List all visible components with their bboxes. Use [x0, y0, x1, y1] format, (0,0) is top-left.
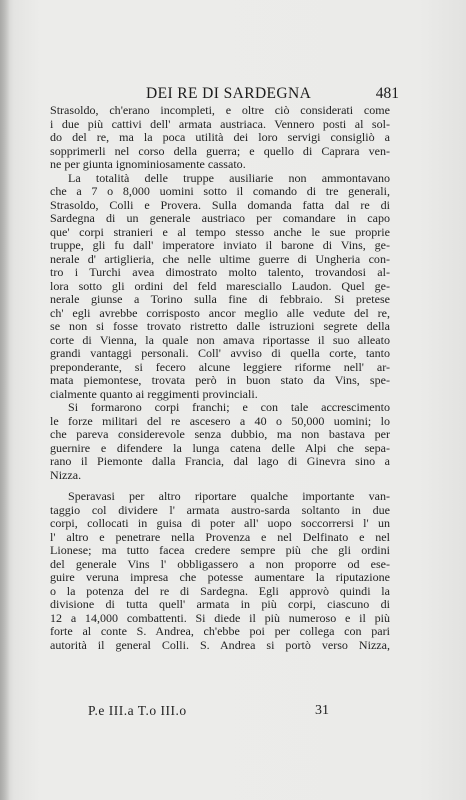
- text-line: nerale d' artiglieria, che nelle ultime guerre di Ungheria con-: [50, 251, 390, 266]
- text-line: divisione di tutta quell' armata in più corpi, ciascuno di: [50, 597, 390, 611]
- paragraph: [50, 401, 390, 482]
- text-line: rano il Piemonte dalla Francia, dal lago di Ginevra sino a: [50, 454, 390, 468]
- text-line: preponderante, si fecero alcune leggiere riforme nell' ar-: [50, 359, 390, 374]
- text-line: sopprimerli nel corso della guerra; e quello di Caprara ven-: [50, 143, 390, 158]
- page-header: [50, 83, 399, 105]
- text-line: Lionese; ma tutto facea credere sempre più che gli ordini: [50, 543, 390, 557]
- printer-signature: P.e III.a T.o III.o: [88, 703, 187, 718]
- text-line: do del re, ma la poca utilità dei loro servigi consigliò a: [50, 130, 390, 144]
- text-line: le forze militari del re ascesero a 40 o 50,000 uomini; lo: [50, 413, 390, 428]
- text-line: corpi, collocati in guisa di poter all' uopo soccorrersi l' un: [50, 516, 390, 530]
- text-line: corte di Vienna, la quale non amava riportasse il suo alleato: [50, 332, 390, 347]
- text-line: che pareva considerevole senza dubbio, ma non bastava per: [50, 427, 390, 441]
- paragraph: [50, 172, 390, 402]
- text-line: ne per giunta ignominiosamente cassato.: [50, 157, 246, 171]
- text-line: o la potenza del re di Sardegna. Egli approvò quindi la: [50, 583, 390, 598]
- text-line: cialmente quanto ai reggimenti provinciali.: [50, 386, 258, 401]
- text-line: i due più cattivi dell' armata austriaca. Vennero posti al sol-: [50, 116, 390, 131]
- text-line: Speravasi per altro riportare qualche importante van-: [68, 489, 390, 503]
- sheet-number: 31: [315, 703, 329, 718]
- page-footer: [50, 703, 395, 723]
- text-line: tro i Turchi avea dimostrato molto talento, trovandosi al-: [50, 265, 390, 279]
- text-line: guire veruna impresa che potesse aumentare la riputazione: [50, 570, 390, 584]
- text-line: lora sotto gli ordini del feld maresciallo Laudon. Quel ge-: [50, 278, 390, 293]
- text-line: se non si fosse trovato ristretto dalle istruzioni segrete della: [50, 319, 390, 333]
- text-line: que' corpi stranieri e al tempo stesso anche le sue proprie: [50, 224, 390, 239]
- text-line: che a 7 o 8,000 uomini sotto il comando di tre generali,: [50, 184, 390, 198]
- text-line: La totalità delle truppe ausiliarie non ammontavano: [68, 170, 390, 185]
- text-line: Nizza.: [50, 467, 82, 482]
- text-line: mata piemontese, trovata però in buon stato da Vins, spe-: [50, 373, 390, 387]
- text-line: Strasoldo, ch'erano incompleti, e oltre ciò considerati come: [50, 103, 390, 117]
- text-line: grandi vantaggi personali. Coll' avviso di quella corte, tanto: [50, 346, 390, 360]
- paragraph: [50, 104, 390, 172]
- text-line: l' altro e penetrare nella Provenza e nel Delfinato e nel: [50, 529, 390, 544]
- text-line: Sardegna di un generale austriaco per comandare in capo: [50, 211, 390, 225]
- text-line: del generale Vins l' obbligassero a non proporre od ese-: [50, 556, 390, 571]
- text-line: taggio col dividere l' armata austro-sarda soltanto in due: [50, 502, 390, 517]
- page-number: 481: [375, 85, 399, 102]
- text-line: truppe, gli fu dall' imperatore inviato il barone di Vins, ge-: [50, 238, 390, 252]
- text-line: Strasoldo, Colli e Provera. Sulla domanda fatta dal re di: [50, 197, 390, 212]
- paragraph: [50, 490, 390, 652]
- text-line: Si formarono corpi franchi; e con tale accrescimento: [68, 400, 390, 414]
- text-line: forte al conte S. Andrea, ch'ebbe poi per collega con pari: [50, 624, 390, 638]
- running-title: DEI RE DI SARDEGNA: [146, 85, 312, 102]
- text-line: guernire e difendere la lunga catena delle Alpi che sepa-: [50, 440, 390, 455]
- text-line: autorità il general Colli. S. Andrea si portò verso Nizza,: [50, 637, 390, 652]
- body-text: [50, 104, 390, 652]
- gutter-shadow: [0, 0, 10, 800]
- text-line: ch' egli avrebbe corrisposto ancor meglio alle vedute del re,: [50, 305, 390, 320]
- text-line: 12 a 14,000 combattenti. Si diede il più numeroso e il più: [50, 610, 390, 625]
- text-line: nerale giunse a Torino sulla fine di febbraio. Si pretese: [50, 292, 390, 306]
